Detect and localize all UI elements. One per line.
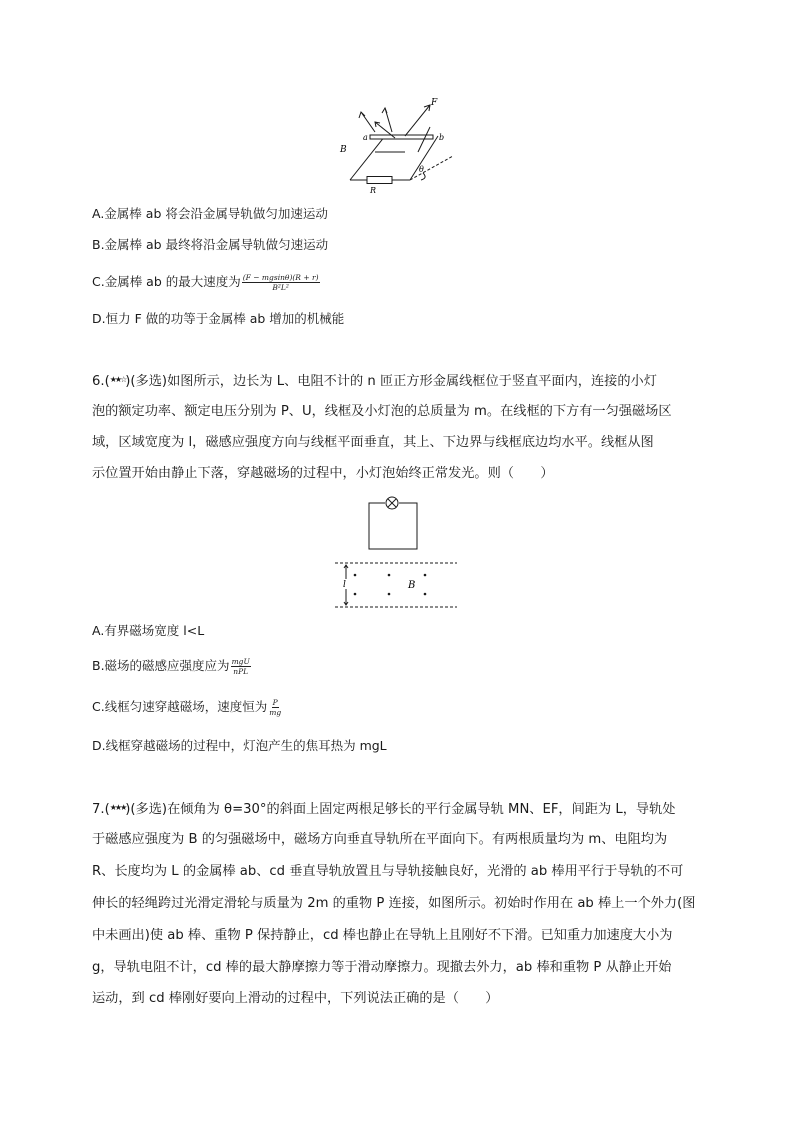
q7-line-1 bbox=[92, 798, 675, 820]
fraction-denominator: mg bbox=[269, 708, 282, 717]
fraction-denominator: B²L² bbox=[272, 283, 289, 292]
difficulty-stars-icon: ★★★ bbox=[109, 803, 126, 812]
angle-label: θ bbox=[419, 165, 424, 174]
q6-option-a: A.有界磁场宽度 l<L bbox=[92, 623, 205, 638]
fraction-denominator: nPL bbox=[233, 667, 249, 676]
question-number: 7.( bbox=[92, 802, 110, 817]
field-label: B bbox=[408, 580, 416, 591]
question-tag: )(多选) bbox=[125, 374, 168, 389]
coil-field-figure bbox=[333, 493, 461, 613]
q7-line-3: R、长度均为 L 的金属棒 ab、cd 垂直导轨放置且与导轨接触良好，光滑的 ab 棒用平行于导轨的不可 bbox=[92, 864, 684, 879]
question-tag: )(多选) bbox=[125, 802, 168, 817]
q7-line-5: 中未画出)使 ab 棒、重物 P 保持静止，cd 棒也静止在导轨上且刚好不下滑。已知重力加速度大小为 bbox=[92, 928, 673, 943]
resistor-label: R bbox=[370, 186, 377, 195]
fraction-numerator: mgU bbox=[231, 657, 250, 666]
force-label: F bbox=[431, 98, 438, 108]
q5-option-c-fraction bbox=[242, 273, 320, 292]
q6-option-b-fraction bbox=[231, 657, 251, 676]
rod-end-b-label: b bbox=[439, 133, 445, 142]
difficulty-stars-icon: ★★☆ bbox=[109, 375, 126, 384]
q6-option-c-text: C.线框匀速穿越磁场，速度恒为 bbox=[92, 699, 268, 714]
fraction-numerator: (F − mgsinθ)(R + r) bbox=[242, 273, 319, 282]
q6-option-d: D.线框穿越磁场的过程中，灯泡产生的焦耳热为 mgL bbox=[92, 738, 387, 753]
q5-option-c-text: C.金属棒 ab 的最大速度为 bbox=[92, 274, 241, 289]
question-number: 6.( bbox=[92, 374, 110, 389]
q7-line-6: g，导轨电阻不计，cd 棒的最大静摩擦力等于滑动摩擦力。现撤去外力，ab 棒和重物 P 从静止开始 bbox=[92, 960, 672, 975]
q6-text-line: 如图所示，边长为 L、电阻不计的 n 匝正方形金属线框位于竖直平面内，连接的小灯 bbox=[167, 374, 657, 389]
q5-option-b: B.金属棒 ab 最终将沿金属导轨做匀速运动 bbox=[92, 237, 329, 252]
q6-option-b bbox=[92, 656, 251, 676]
q5-option-d: D.恒力 F 做的功等于金属棒 ab 增加的机械能 bbox=[92, 311, 345, 326]
field-label: B bbox=[340, 145, 347, 155]
rail-incline-figure bbox=[335, 92, 475, 196]
q6-line-3: 域，区域宽度为 l，磁感应强度方向与线框平面垂直，其上、下边界与线框底边均水平。线框从图 bbox=[92, 435, 654, 450]
rod-end-a-label: a bbox=[363, 133, 368, 142]
q7-line-4: 伸长的轻绳跨过光滑定滑轮与质量为 2m 的重物 P 连接，如图所示。初始时作用在 ab 棒上一个外力(图 bbox=[92, 896, 696, 911]
field-width-label: l bbox=[343, 580, 346, 590]
q6-option-c-fraction bbox=[268, 698, 282, 717]
q6-option-b-text: B.磁场的磁感应强度应为 bbox=[92, 658, 230, 673]
q7-line-7: 运动，到 cd 棒刚好要向上滑动的过程中，下列说法正确的是（ ） bbox=[92, 991, 499, 1006]
q6-line-1 bbox=[92, 370, 657, 392]
q5-option-c bbox=[92, 272, 320, 292]
q7-text-line: 在倾角为 θ=30°的斜面上固定两根足够长的平行金属导轨 MN、EF，间距为 L，导轨处 bbox=[167, 802, 676, 817]
q7-line-2: 于磁感应强度为 B 的匀强磁场中，磁场方向垂直导轨所在平面向下。有两根质量均为 m、电阻均为 bbox=[92, 832, 668, 847]
q5-option-a: A.金属棒 ab 将会沿金属导轨做匀加速运动 bbox=[92, 206, 328, 221]
fraction-numerator: P bbox=[272, 698, 278, 707]
q6-option-c bbox=[92, 697, 282, 717]
q6-line-2: 泡的额定功率、额定电压分别为 P、U，线框及小灯泡的总质量为 m。在线框的下方有一匀强磁场区 bbox=[92, 404, 672, 419]
q6-line-4: 示位置开始由静止下落，穿越磁场的过程中，小灯泡始终正常发光。则（ ） bbox=[92, 466, 554, 481]
